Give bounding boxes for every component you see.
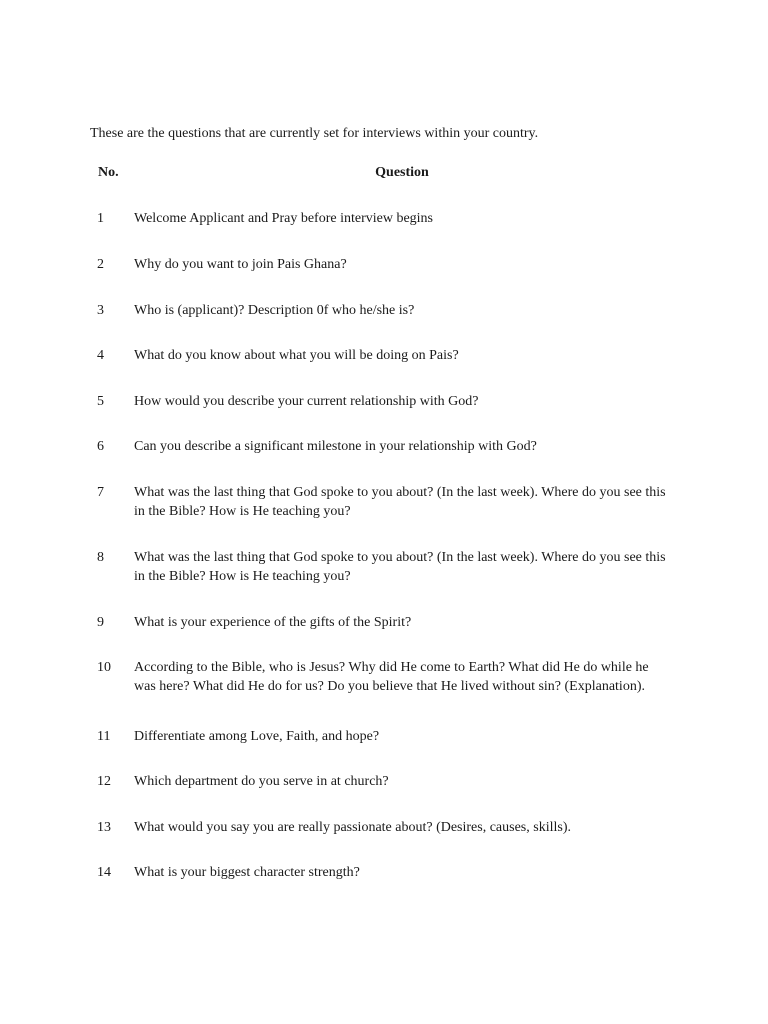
row-number: 4 bbox=[97, 348, 104, 363]
row-question: Can you describe a significant milestone in your relationship with God? bbox=[134, 439, 537, 454]
row-number: 1 bbox=[97, 211, 104, 226]
column-header-no: No. bbox=[98, 165, 119, 180]
row-number: 2 bbox=[97, 257, 104, 272]
row-question: Differentiate among Love, Faith, and hope? bbox=[134, 729, 380, 744]
row-question: What was the last thing that God spoke to you about? (In the last week). Where do you see this in the Bible? How is He teaching you? bbox=[134, 550, 666, 584]
intro-text: These are the questions that are currently set for interviews within your country. bbox=[90, 126, 539, 141]
column-header-question: Question bbox=[375, 165, 429, 180]
row-number: 5 bbox=[97, 394, 104, 409]
row-number: 14 bbox=[97, 865, 111, 880]
row-question: What would you say you are really passionate about? (Desires, causes, skills). bbox=[134, 820, 571, 835]
row-question: What do you know about what you will be doing on Pais? bbox=[134, 348, 459, 363]
row-number: 8 bbox=[97, 550, 104, 565]
row-number: 9 bbox=[97, 615, 104, 630]
row-question: What was the last thing that God spoke to you about? (In the last week). Where do you see this in the Bible? How is He teaching you? bbox=[134, 485, 666, 519]
row-question: Which department do you serve in at church? bbox=[134, 774, 389, 789]
row-question: Why do you want to join Pais Ghana? bbox=[134, 257, 347, 272]
row-number: 12 bbox=[97, 774, 111, 789]
row-number: 6 bbox=[97, 439, 104, 454]
row-question: Who is (applicant)? Description 0f who he/she is? bbox=[134, 303, 415, 318]
row-number: 10 bbox=[97, 660, 111, 675]
row-number: 3 bbox=[97, 303, 104, 318]
row-question: According to the Bible, who is Jesus? Why did He come to Earth? What did He do while he was here? What did He do for us? Do you believe that He lived without sin? (Explanation). bbox=[134, 660, 649, 694]
row-question: What is your experience of the gifts of the Spirit? bbox=[134, 615, 412, 630]
row-question: How would you describe your current relationship with God? bbox=[134, 394, 479, 409]
row-number: 13 bbox=[97, 820, 111, 835]
row-number: 11 bbox=[97, 729, 111, 744]
row-question: What is your biggest character strength? bbox=[134, 865, 360, 880]
row-number: 7 bbox=[97, 485, 104, 500]
row-question: Welcome Applicant and Pray before interview begins bbox=[134, 211, 433, 226]
